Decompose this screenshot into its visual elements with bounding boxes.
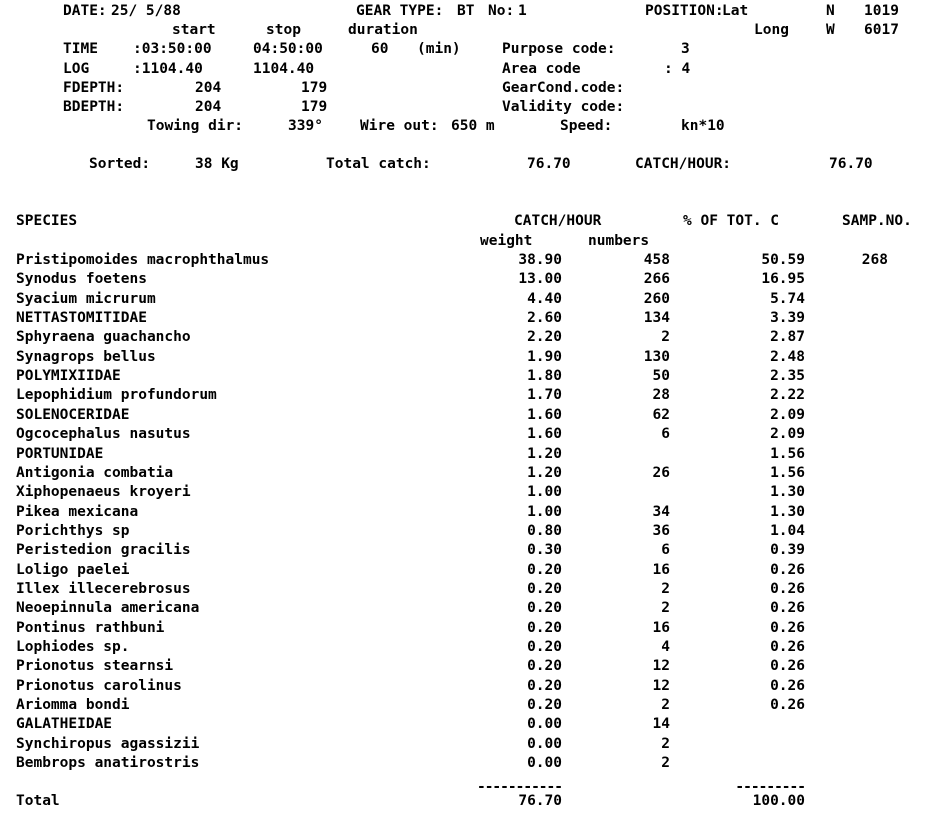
- species-name: POLYMIXIIDAE: [16, 368, 121, 384]
- lat-value: 1019: [864, 3, 899, 19]
- validity-code-label: Validity code:: [502, 99, 625, 115]
- species-numbers: 2: [661, 736, 670, 752]
- total-percent-value: 100.00: [752, 793, 805, 809]
- species-numbers: 458: [643, 252, 670, 268]
- catch-per-hour-column-header: CATCH/HOUR: [514, 213, 602, 229]
- total-catch-value: 76.70: [527, 156, 571, 172]
- species-name: Sphyraena guachancho: [16, 329, 191, 345]
- species-column-header: SPECIES: [16, 213, 78, 229]
- log-stop: 1104.40: [253, 61, 315, 77]
- weight-total-rule: -----------: [476, 779, 562, 795]
- species-weight: 1.20: [527, 446, 562, 462]
- time-start: :03:50:00: [133, 41, 212, 57]
- position-label: POSITION:: [645, 3, 724, 19]
- species-percent: 2.22: [770, 387, 805, 403]
- species-name: GALATHEIDAE: [16, 716, 113, 732]
- species-numbers: 28: [652, 387, 670, 403]
- species-weight: 0.20: [527, 562, 562, 578]
- species-weight: 4.40: [527, 291, 562, 307]
- percent-total-column-header: % OF TOT. C: [683, 213, 780, 229]
- species-percent: 2.87: [770, 329, 805, 345]
- species-weight: 1.80: [527, 368, 562, 384]
- gearcond-code-label: GearCond.code:: [502, 80, 625, 96]
- catch-per-hour-value: 76.70: [829, 156, 873, 172]
- bdepth-stop: 179: [301, 99, 328, 115]
- fdepth-stop: 179: [301, 80, 328, 96]
- species-name: Ariomma bondi: [16, 697, 130, 713]
- species-numbers: 6: [661, 542, 670, 558]
- long-label: Long: [754, 22, 789, 38]
- total-weight-value: 76.70: [518, 793, 562, 809]
- species-numbers: 266: [643, 271, 670, 287]
- species-weight: 1.60: [527, 426, 562, 442]
- area-code-value: : 4: [664, 61, 691, 77]
- log-label: LOG: [63, 61, 90, 77]
- species-numbers: 26: [652, 465, 670, 481]
- species-numbers: 260: [643, 291, 670, 307]
- long-hemisphere: W: [826, 22, 835, 38]
- species-percent: 2.09: [770, 407, 805, 423]
- species-name: Pristipomoides macrophthalmus: [16, 252, 270, 268]
- weight-column-header: weight: [480, 233, 533, 249]
- species-weight: 0.00: [527, 716, 562, 732]
- species-name: Antigonia combatia: [16, 465, 174, 481]
- species-name: Synodus foetens: [16, 271, 147, 287]
- species-numbers: 6: [661, 426, 670, 442]
- species-percent: 2.35: [770, 368, 805, 384]
- species-weight: 1.00: [527, 484, 562, 500]
- species-weight: 0.20: [527, 697, 562, 713]
- species-weight: 1.00: [527, 504, 562, 520]
- stop-label: stop: [266, 22, 301, 38]
- wire-out-value: 650 m: [451, 118, 495, 134]
- species-percent: 1.56: [770, 465, 805, 481]
- species-percent: 16.95: [761, 271, 805, 287]
- species-percent: 2.48: [770, 349, 805, 365]
- duration-value: 60: [371, 41, 389, 57]
- gear-type-value: BT: [457, 3, 475, 19]
- species-weight: 1.20: [527, 465, 562, 481]
- wire-out-label: Wire out:: [360, 118, 439, 134]
- species-sample-number: 268: [861, 252, 888, 268]
- percent-total-rule: ---------: [735, 779, 805, 795]
- total-catch-label: Total catch:: [326, 156, 431, 172]
- species-name: Syacium micrurum: [16, 291, 156, 307]
- species-percent: 50.59: [761, 252, 805, 268]
- species-name: Pontinus rathbuni: [16, 620, 165, 636]
- species-name: Lepophidium profundorum: [16, 387, 217, 403]
- species-percent: 1.30: [770, 484, 805, 500]
- species-name: Synagrops bellus: [16, 349, 156, 365]
- species-weight: 0.30: [527, 542, 562, 558]
- species-numbers: 2: [661, 329, 670, 345]
- long-value: 6017: [864, 22, 899, 38]
- lat-label: Lat: [722, 3, 749, 19]
- fdepth-label: FDEPTH:: [63, 80, 125, 96]
- species-numbers: 2: [661, 697, 670, 713]
- time-stop: 04:50:00: [253, 41, 323, 57]
- species-weight: 0.00: [527, 736, 562, 752]
- species-numbers: 2: [661, 755, 670, 771]
- purpose-code-value: 3: [681, 41, 690, 57]
- start-label: start: [172, 22, 216, 38]
- species-weight: 0.20: [527, 620, 562, 636]
- species-weight: 1.60: [527, 407, 562, 423]
- species-numbers: 134: [643, 310, 670, 326]
- species-name: Xiphopenaeus kroyeri: [16, 484, 191, 500]
- species-percent: 0.26: [770, 581, 805, 597]
- species-name: PORTUNIDAE: [16, 446, 104, 462]
- species-weight: 0.20: [527, 639, 562, 655]
- species-numbers: 34: [652, 504, 670, 520]
- species-name: Ogcocephalus nasutus: [16, 426, 191, 442]
- gear-no-label: No:: [488, 3, 515, 19]
- species-weight: 2.20: [527, 329, 562, 345]
- species-numbers: 16: [652, 620, 670, 636]
- date-value: 25/ 5/88: [111, 3, 181, 19]
- species-name: Neoepinnula americana: [16, 600, 200, 616]
- species-numbers: 4: [661, 639, 670, 655]
- species-name: Bembrops anatirostris: [16, 755, 200, 771]
- purpose-code-label: Purpose code:: [502, 41, 616, 57]
- species-numbers: 36: [652, 523, 670, 539]
- date-label: DATE:: [63, 3, 107, 19]
- towing-dir-label: Towing dir:: [147, 118, 244, 134]
- species-numbers: 16: [652, 562, 670, 578]
- species-percent: 3.39: [770, 310, 805, 326]
- sample-number-column-header: SAMP.NO.: [842, 213, 912, 229]
- species-name: Pikea mexicana: [16, 504, 139, 520]
- species-percent: 0.26: [770, 658, 805, 674]
- speed-unit: kn*10: [681, 118, 725, 134]
- species-numbers: 12: [652, 658, 670, 674]
- species-weight: 0.20: [527, 581, 562, 597]
- species-percent: 0.26: [770, 600, 805, 616]
- fdepth-start: 204: [195, 80, 222, 96]
- sorted-value: 38 Kg: [195, 156, 239, 172]
- species-percent: 1.30: [770, 504, 805, 520]
- species-percent: 5.74: [770, 291, 805, 307]
- bdepth-label: BDEPTH:: [63, 99, 125, 115]
- species-name: Lophiodes sp.: [16, 639, 130, 655]
- species-weight: 2.60: [527, 310, 562, 326]
- species-weight: 1.90: [527, 349, 562, 365]
- species-name: Illex illecerebrosus: [16, 581, 191, 597]
- species-name: Peristedion gracilis: [16, 542, 191, 558]
- species-percent: 1.04: [770, 523, 805, 539]
- species-numbers: 14: [652, 716, 670, 732]
- species-numbers: 2: [661, 581, 670, 597]
- species-name: Loligo paelei: [16, 562, 130, 578]
- species-percent: 0.26: [770, 639, 805, 655]
- species-percent: 2.09: [770, 426, 805, 442]
- species-weight: 0.20: [527, 678, 562, 694]
- bdepth-start: 204: [195, 99, 222, 115]
- species-weight: 0.20: [527, 658, 562, 674]
- species-numbers: 50: [652, 368, 670, 384]
- species-percent: 0.26: [770, 697, 805, 713]
- species-numbers: 2: [661, 600, 670, 616]
- species-weight: 38.90: [518, 252, 562, 268]
- species-name: Prionotus carolinus: [16, 678, 182, 694]
- species-weight: 0.20: [527, 600, 562, 616]
- species-percent: 1.56: [770, 446, 805, 462]
- area-code-label: Area code: [502, 61, 581, 77]
- gear-no-value: 1: [518, 3, 527, 19]
- species-numbers: 62: [652, 407, 670, 423]
- species-name: Prionotus stearnsi: [16, 658, 174, 674]
- numbers-column-header: numbers: [588, 233, 650, 249]
- species-percent: 0.26: [770, 620, 805, 636]
- species-percent: 0.26: [770, 562, 805, 578]
- species-name: Porichthys sp: [16, 523, 130, 539]
- species-percent: 0.26: [770, 678, 805, 694]
- species-weight: 13.00: [518, 271, 562, 287]
- species-weight: 0.80: [527, 523, 562, 539]
- duration-unit: (min): [417, 41, 461, 57]
- species-weight: 0.00: [527, 755, 562, 771]
- gear-type-label: GEAR TYPE:: [356, 3, 444, 19]
- species-percent: 0.39: [770, 542, 805, 558]
- sorted-label: Sorted:: [89, 156, 151, 172]
- time-label: TIME: [63, 41, 98, 57]
- total-label: Total: [16, 793, 60, 809]
- species-weight: 1.70: [527, 387, 562, 403]
- log-start: :1104.40: [133, 61, 203, 77]
- species-name: Synchiropus agassizii: [16, 736, 200, 752]
- species-numbers: 12: [652, 678, 670, 694]
- lat-hemisphere: N: [826, 3, 835, 19]
- species-name: NETTASTOMITIDAE: [16, 310, 147, 326]
- catch-per-hour-label: CATCH/HOUR:: [635, 156, 732, 172]
- species-name: SOLENOCERIDAE: [16, 407, 130, 423]
- towing-dir-value: 339°: [288, 118, 323, 134]
- duration-label: duration: [348, 22, 418, 38]
- speed-label: Speed:: [560, 118, 613, 134]
- species-numbers: 130: [643, 349, 670, 365]
